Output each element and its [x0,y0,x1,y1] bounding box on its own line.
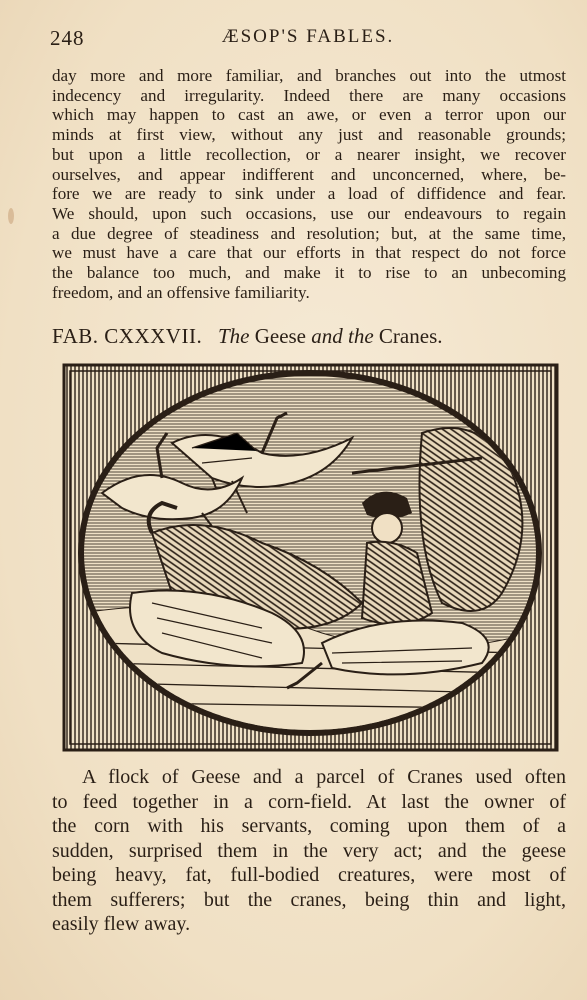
fable-title-cranes: Cranes. [378,324,443,348]
fable-title-the2: the [348,324,374,348]
text-line: which may happen to cast an awe, or even a terror upon our [52,105,566,125]
woodcut-illustration [62,363,559,752]
text-line: them sufferers; but the cranes, being thin and light, [52,888,566,911]
fable-text [52,765,566,937]
fable-title-and: and [311,324,343,348]
top-paragraph [52,66,566,302]
text-line: the balance too much, and make it to rise to an unbecoming [52,263,566,283]
text-line: easily flew away. [52,913,191,935]
text-line: being heavy, fat, full-bodied creatures, were most of [52,864,566,886]
text-line: we must have a care that our efforts in that respect do not force [52,243,566,263]
text-line: to feed together in a corn-field. At last the owner of [52,790,566,813]
fable-title-the: The [217,324,250,348]
text-line: A flock of Geese and a parcel of Cranes used often [82,766,566,788]
page-header [50,26,566,52]
fable-title-geese: Geese [254,324,307,348]
paper-stain [8,208,14,224]
text-line: the corn with his servants, coming upon them of a [52,815,566,837]
text-line: ourselves, and appear indifferent and unconcerned, where, be- [52,164,566,184]
text-line: minds at first view, without any just and reasonable grounds; [52,125,566,145]
running-title: ÆSOP'S FABLES. [221,26,395,47]
text-line: but upon a little recollection, or a nearer insight, we recover [52,144,566,164]
fable-heading [52,324,566,352]
page-number: 248 [50,26,85,50]
text-line: sudden, surprised them in the very act; and the geese [52,839,566,862]
text-line: freedom, and an offensive familiarity. [52,282,310,302]
text-line: day more and more familiar, and branches out into the utmost [52,66,566,85]
text-line: We should, upon such occasions, use our endeavours to regain [52,203,566,223]
text-line: a due degree of steadiness and resolution; but, at the same time, [52,223,566,243]
text-line: indecency and irregularity. Indeed there are many occasions [52,85,566,105]
fable-number: FAB. CXXXVII. [52,324,203,348]
text-line: fore we are ready to sink under a load of diffidence and fear. [52,184,566,204]
